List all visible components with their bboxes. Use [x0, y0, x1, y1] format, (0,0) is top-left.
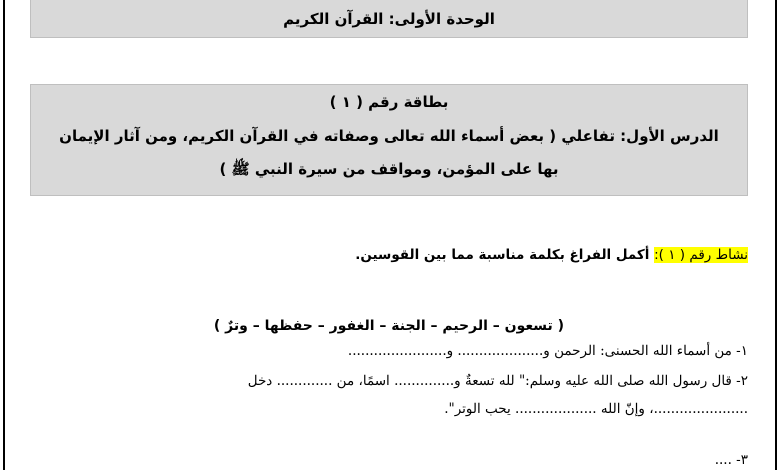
lesson-title-line-1: الدرس الأول: تفاعلي ( بعض أسماء الله تعالى وصفاته في القرآن الكريم، ومن آثار الإيمان — [59, 127, 719, 145]
word-bank: ( تسعون – الرحيم – الجنة – الغفور – حفظها – وترٌ ) — [213, 318, 565, 334]
question-3-partial: ٣- .... — [714, 452, 748, 468]
question-2: ٢- قال رسول الله صلى الله عليه وسلم:" لله تسعةٌ و.............. اسمًا، من ............. دخل — [247, 373, 748, 389]
activity-heading — [30, 247, 748, 263]
unit-title: الوحدة الأولى: القرآن الكريم — [283, 9, 495, 28]
card-number: بطاقة رقم ( ١ ) — [329, 93, 449, 111]
question-1: ١- من أسماء الله الحسنى: الرحمن و.................... و....................... — [347, 343, 748, 359]
page-border-left — [3, 0, 5, 470]
activity-instruction: أكمل الفراغ بكلمة مناسبة مما بين القوسين. — [355, 247, 655, 263]
lesson-title-line-2: بها على المؤمن، ومواقف من سيرة النبي ﷺ ) — [219, 160, 559, 178]
activity-label: نشاط رقم ( ١ ): — [654, 247, 748, 263]
lesson-header-box — [30, 84, 748, 196]
question-2-continued: ......................، وإنّ الله ................... يحب الوتر". — [444, 401, 748, 417]
unit-title-box — [30, 0, 748, 38]
page-border-right — [775, 0, 777, 470]
